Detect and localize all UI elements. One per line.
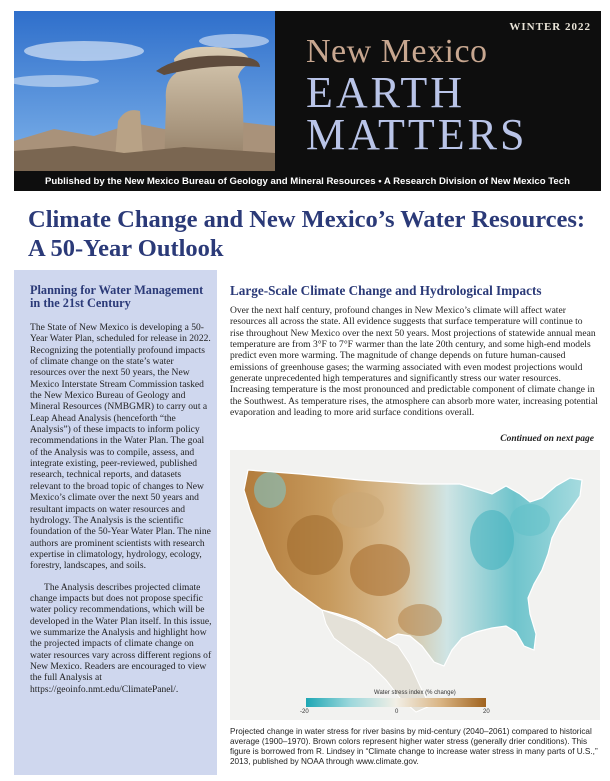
section-title: Large-Scale Climate Change and Hydrological Impacts [230, 283, 542, 298]
legend-tick-label: -20 [300, 709, 309, 715]
article-headline: Climate Change and New Mexico’s Water Resources: A 50-Year Outlook [28, 206, 586, 262]
sidebar-box [14, 270, 217, 775]
legend-tick-label: 0 [395, 709, 399, 715]
issue-season: WINTER 2022 [509, 21, 591, 33]
sidebar-text [30, 322, 212, 705]
sidebar-paragraph: The Analysis describes projected climate change impacts but does not propose specific water policy recommendations, which will be developed in the Water Plan itself. In this issue, we summarize the Analysis and highlight how the projected impacts of climate change on water resources vary across different regions of New Mexico. Readers are encouraged to view the full Analysis at https://geoinfo.nmt.edu/ClimatePanel/. [30, 581, 212, 695]
legend-ticks [300, 709, 495, 718]
water-stress-map [230, 450, 600, 720]
legend-tick-label: 20 [483, 709, 490, 715]
masthead [14, 11, 601, 191]
figure-caption: Projected change in water stress for river basins by mid-century (2040–2061) compared to historical average (1900–1970). Brown colors represent higher water stress (generally drier conditions). This figure is borrowed from R. Lindsey in “Climate change to increase water stress in many parts of U.S.,” 2013, published by NOAA through www.climate.gov. [230, 727, 598, 766]
masthead-title-earth: EARTH [306, 68, 466, 117]
masthead-title-new-mexico: New Mexico [306, 33, 488, 70]
masthead-title-matters: MATTERS [306, 110, 528, 159]
body-paragraph: Over the next half century, profound changes in New Mexico’s climate will affect water resources all across the state. All evidence suggests that surface temperature will continue to rise throughout New Mexico over the next 50 years. Most projections of statewide annual mean temperature are from 3°F to 7°F warmer than the late 20th century, and some high-end models predict even more warming. The magnitude of change depends on future human-caused emissions of greenhouse gases; the warming associated with even modest projections would generate unprecedented high temperatures and significantly stress our water resources. Increasing temperature is the most pronounced and predictable component of climate change in the Southwest. As temperature rises, the atmosphere can absorb more water, increasing potential evaporation and leading to more arid surface conditions overall. [230, 305, 598, 419]
legend-title: Water stress index (% change) [374, 690, 456, 696]
publisher-bar: Published by the New Mexico Bureau of Geology and Mineral Resources • A Research Division of New Mexico Tech [45, 176, 570, 187]
continued-link[interactable]: Continued on next page [500, 434, 594, 444]
legend-color-bar [306, 698, 486, 707]
sidebar-paragraph: The State of New Mexico is developing a 50-Year Water Plan, scheduled for release in 2022. Recognizing the potentially profound impacts of climate change on the state’s water resources over the next 50 years, the New Mexico Interstate Stream Commission tasked the New Mexico Bureau of Geology and Mineral Resources (NMBGMR) to carry out a Leap Ahead Analysis (henceforth “the Analysis”) of these impacts to inform policy recommendations in the Water Plan. The goal of the Analysis was to compile, assess, and integrate existing, peer-reviewed, published research, technical reports, and datasets relevant to the broad topic of changes to New Mexico’s climate over the next 50 years and resultant impacts on water resources and hydrology. The Analysis is the scientific foundation of the 50-Year Water Plan. The nine authors are prominent scientists with research expertise in climatology, hydrology, ecology, forestry, landscapes, and soils. [30, 322, 211, 572]
hoodoo-landscape-photo [14, 11, 275, 171]
sidebar-title: Planning for Water Management in the 21st Century [30, 283, 204, 310]
